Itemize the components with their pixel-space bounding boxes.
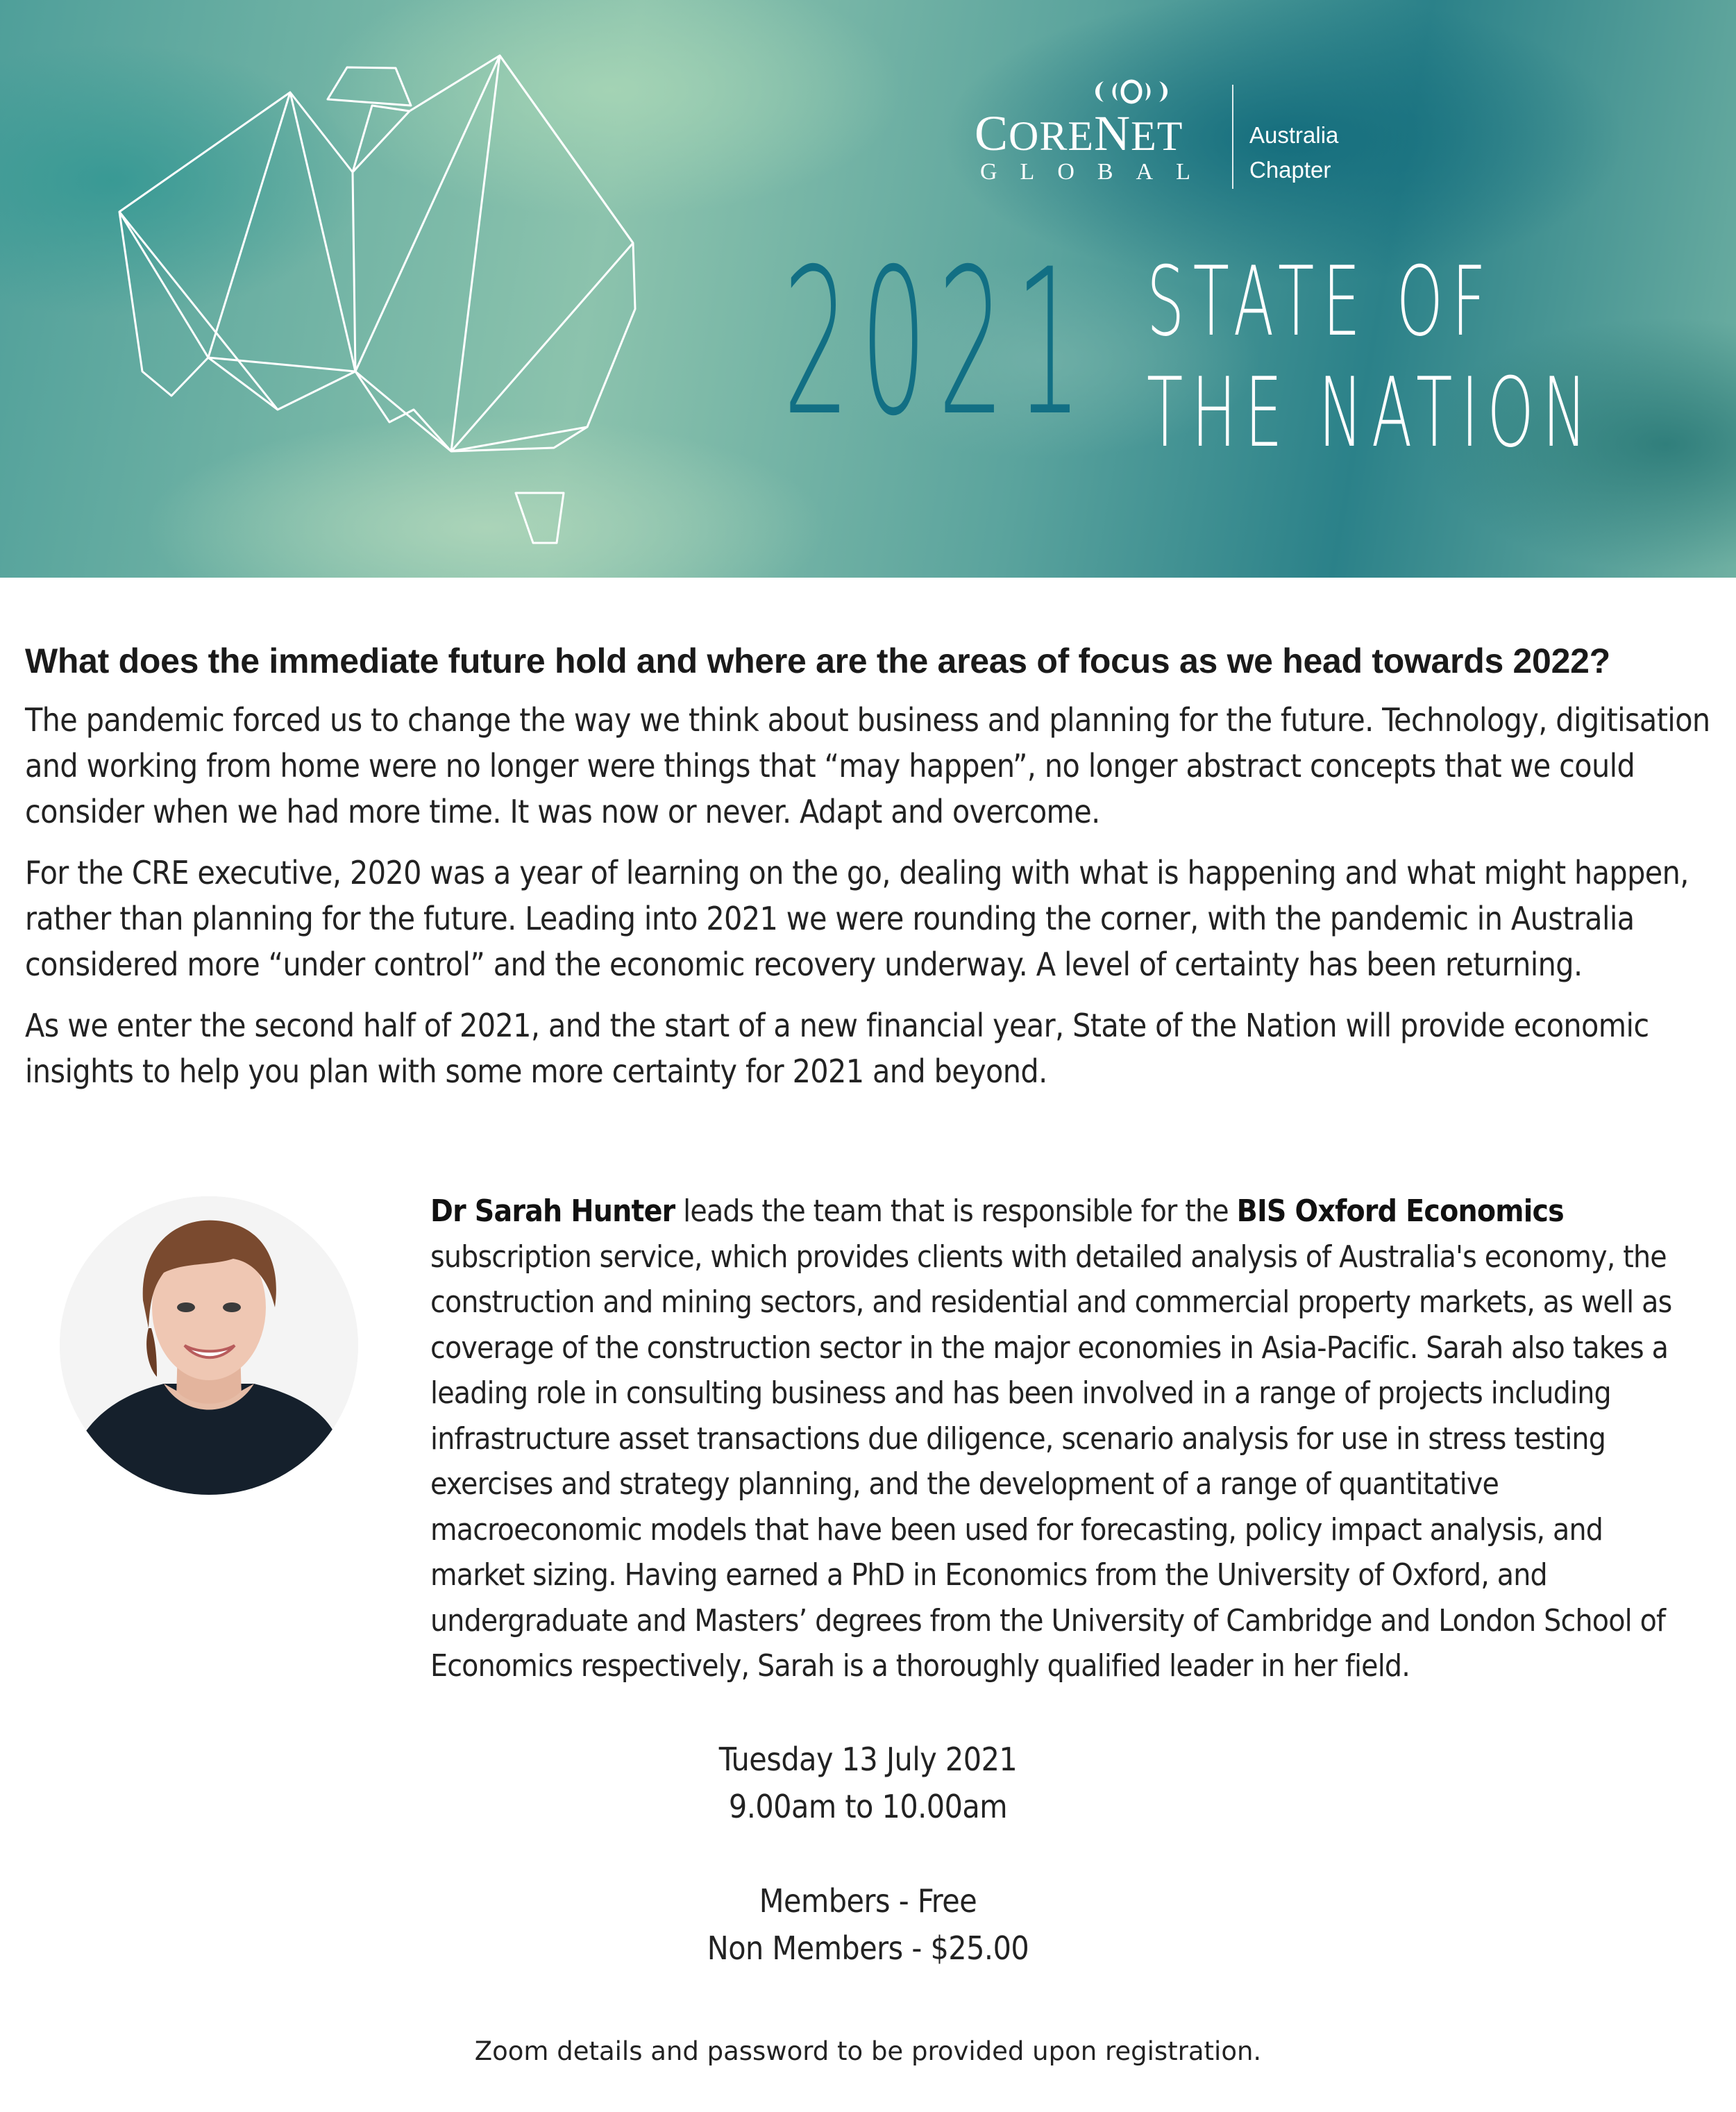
speaker-portrait-icon [60,1196,358,1495]
event-year: 2021 [783,226,1093,460]
price-non-members: Non Members - $25.00 [707,1929,1029,1967]
corenet-emblem-icon [1090,78,1173,106]
speaker-bio-text-2: subscription service, which provides clients with detailed analysis of Australia's economy, the construction and mining sectors, and residential and commercial property markets, as well as coverage of the construction sector in the major economies in Asia-Pacific. Sarah also takes a leading role in consulting business and has been involved in a range of projects including infrastructure asset transactions due diligence, scenario analysis for use in stress testing exercises and strategy planning, and the development of a range of quantitative macroeconomic models that have been used for forecasting, policy impact analysis, and market sizing. Having earned a PhD in Economics from the University of Oxford, and undergraduate and Masters’ degrees from the University of Cambridge and London School of Economics respectively, Sarah is a thoroughly qualified leader in her field. [430,1239,1672,1684]
banner [0,0,1736,578]
speaker-photo [60,1196,358,1495]
chapter-line-2: Chapter [1249,157,1331,183]
logo-wordmark: CORENET [975,106,1183,161]
chapter-line-1: Australia [1249,122,1339,148]
spacer [0,1830,1736,1877]
speaker-name: Dr Sarah Hunter [430,1193,675,1229]
logo-chapter [1249,118,1374,187]
australia-map-outline-icon [104,49,652,555]
intro-paragraph-2: For the CRE executive, 2020 was a year of learning on the go, dealing with what is happening and what might happen, rather than planning for the future. Leading into 2021 we were rounding the corner, with the pandemic in Australia considered more “under control” and the economic recovery underway. A level of certainty has been returning. [25,854,1689,983]
speaker-bio-text-1: leads the team that is responsible for the [675,1193,1237,1229]
intro-paragraph-3: As we enter the second half of 2021, and the start of a new financial year, State of the Nation will provide economic insights to help you plan with some more certainty for 2021 and beyond. [25,1007,1649,1090]
registration-note: Zoom details and password to be provided upon registration. [474,2036,1262,2066]
event-time: 9.00am to 10.00am [728,1788,1008,1825]
intro-section [25,640,1719,1109]
logo-divider [1232,85,1233,189]
speaker-bio [430,1189,1694,1689]
event-date: Tuesday 13 July 2021 [718,1741,1018,1778]
price-members: Members - Free [759,1882,977,1920]
event-title-line-1: STATE OF [1147,246,1495,358]
logo-subtext: GLOBAL [980,159,1213,185]
speaker-organisation: BIS Oxford Economics [1236,1193,1564,1229]
event-title-line-2: THE NATION [1147,357,1596,469]
event-details [0,1736,1736,1972]
corenet-logo [972,78,1374,196]
intro-question: What does the immediate future hold and where are the areas of focus as we head towards 2022? [25,642,1610,680]
intro-paragraph-1: The pandemic forced us to change the way we think about business and planning for the future. Technology, digitisation and working from home were no longer were things that “may happen”, no longer abstract concepts that we could consider when we had more time. It was now or never. Adapt and overcome. [25,701,1710,830]
event-title [1147,246,1596,469]
